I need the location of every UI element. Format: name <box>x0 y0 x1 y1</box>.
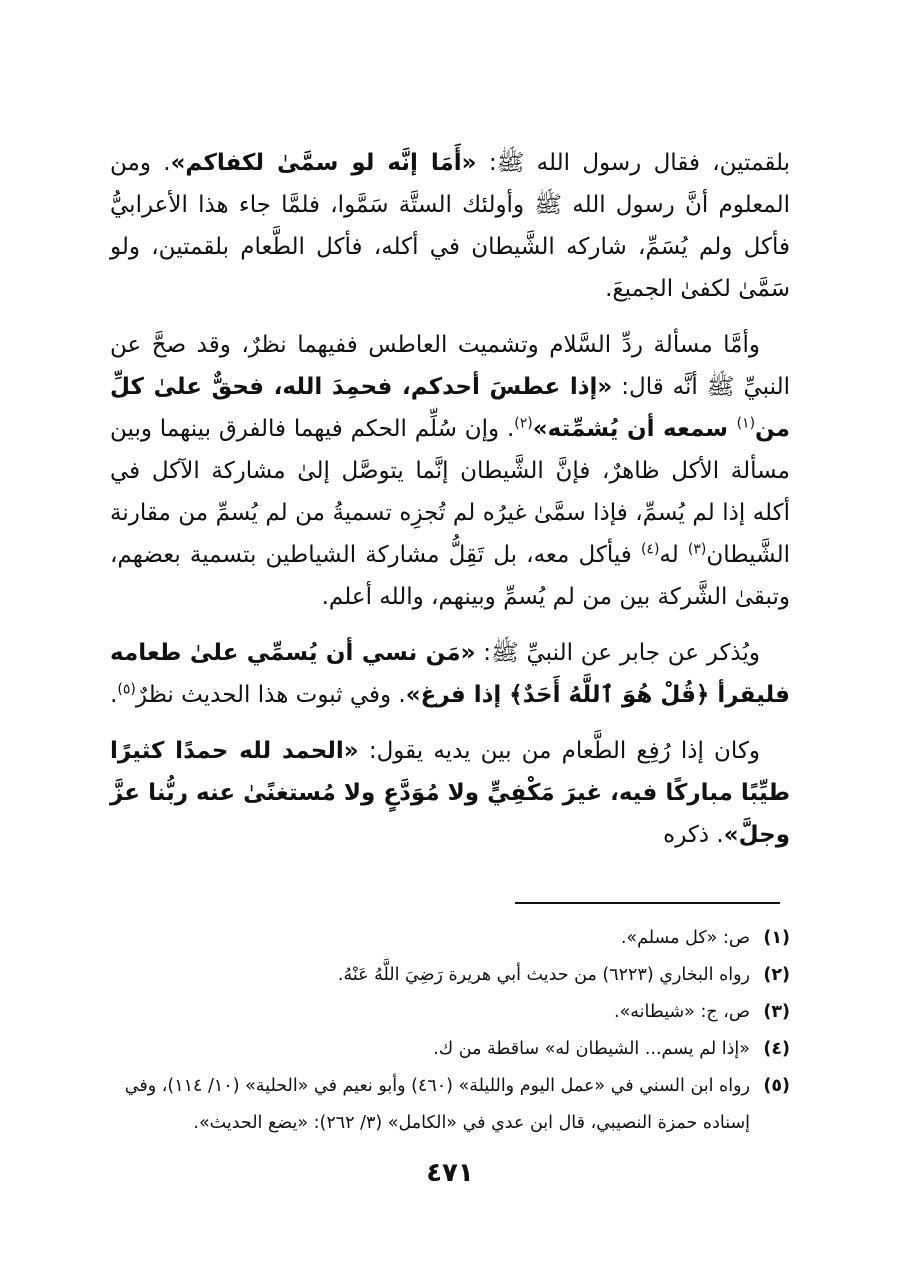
text-span: ويُذكر عن جابر عن النبيِّ ﷺ: <box>475 640 760 666</box>
footnote-ref[interactable]: (٤) <box>640 541 660 558</box>
footnote-number: (٤) <box>763 1039 790 1059</box>
footnote-item <box>110 1031 790 1068</box>
paragraph-4 <box>110 730 790 856</box>
footnote-item <box>110 994 790 1031</box>
footnote-ref[interactable]: (٣) <box>687 541 707 558</box>
text-span: . ومن المعلوم أنَّ رسول الله ﷺ وأولئك الستَّة سَمَّوا، فلمَّا جاء هذا الأعرابيُّ فأكل ولم يُسَمِّ، شاركه الشَّيطان في أكله، فأكل الطَّعام بلقمتين، ولو سَمَّىٰ لكفىٰ الجميعَ. <box>110 150 790 302</box>
footnote-ref[interactable]: (١) <box>736 415 756 432</box>
footnote-divider <box>515 902 780 904</box>
hadith-quote: «الحمد لله حمدًا كثيرًا طيِّبًا مباركًا فيه، غيرَ مَكْفِيٍّ ولا مُوَدَّعٍ ولا مُستغنًىٰ عنه ربُّنا عزَّ وجلَّ» <box>110 738 790 848</box>
paragraph-2 <box>110 324 790 618</box>
footnote-number: (٥) <box>763 1076 790 1096</box>
main-text <box>110 142 790 870</box>
footnote-text: ص، ج: «شيطانه». <box>614 1002 750 1022</box>
footnote-ref[interactable]: (٥) <box>117 681 136 698</box>
text-span: له <box>659 542 688 568</box>
text-span: وكان إذا رُفِع الطَّعام من بين يديه يقول: <box>358 738 760 764</box>
hadith-quote: سمعه أن يُشمِّته» <box>532 416 737 442</box>
footnote-number: (٢) <box>763 965 790 985</box>
text-span: وأمَّا مسألة ردِّ السَّلام وتشميت العاطس ففيهما نظرٌ، وقد صحَّ عن النبيِّ ﷺ أنَّه قال: <box>110 332 790 400</box>
footnote-number: (٣) <box>763 1002 790 1022</box>
footnote-number: (١) <box>763 928 790 948</box>
text-span: . وفي ثبوت هذا الحديث نظرٌ <box>135 682 406 708</box>
footnote-item <box>110 1068 790 1142</box>
footnote-text: «إذا لم يسم... الشيطان له» ساقطة من ك. <box>433 1039 750 1059</box>
footnote-text: رواه ابن السني في «عمل اليوم والليلة» (٤٦٠) وأبو نعيم في «الحلية» (١٠/ ١١٤)، وفي إسناده حمزة النصيبي، قال ابن عدي في «الكامل» (٣/ ٢٦٢): «يضع الحديث». <box>124 1076 750 1133</box>
paragraph-3 <box>110 632 790 716</box>
footnote-text: رواه البخاري (٦٢٢٣) من حديث أبي هريرة رَضِيَ اللَّهُ عَنْهُ. <box>337 965 750 985</box>
footnote-ref[interactable]: (٢) <box>514 415 533 432</box>
footnote-text: ص: «كل مسلم». <box>620 928 750 948</box>
text-span: . ذكره <box>663 822 724 848</box>
text-span: فيأكل معه، بل تَقِلُّ مشاركة الشياطين بتسمية بعضهم، وتبقىٰ الشَّركة بين من لم يُسمِّ وبينهم، والله أعلم. <box>110 542 790 610</box>
footnote-item <box>110 920 790 957</box>
footnotes-section <box>110 920 790 1142</box>
footnote-item <box>110 957 790 994</box>
text-span: . وإن سُلِّم الحكم فيهما فالفرق بينهما وبين مسألة الأكل ظاهرٌ، فإنَّ الشَّيطان إنَّما يتوصَّل إلىٰ مشاركة الآكل في أكله إذا لم يُسمِّ، فإذا سمَّىٰ غيرُه لم تُجزِه تسميةُ من لم يُسمِّ من مقارنة الشَّيطان <box>110 416 790 568</box>
text-span: بلقمتين، فقال رسول الله ﷺ: <box>476 150 791 176</box>
text-span: . <box>110 682 118 708</box>
paragraph-1 <box>110 142 790 310</box>
hadith-quote: «أَمَا إنَّه لو سمَّىٰ لكفاكم» <box>170 150 477 176</box>
hadith-quote: «مَن نسي أن يُسمِّي علىٰ طعامه فليقرأ ﴿قُلْ هُوَ ٱللَّهُ أَحَدٌ﴾ إذا فرغ» <box>110 640 790 708</box>
page-number: ٤٧١ <box>426 1158 474 1188</box>
hadith-quote: «إذا عطسَ أحدكم، فحمِدَ الله، فحقٌّ علىٰ كلِّ من <box>110 374 790 442</box>
